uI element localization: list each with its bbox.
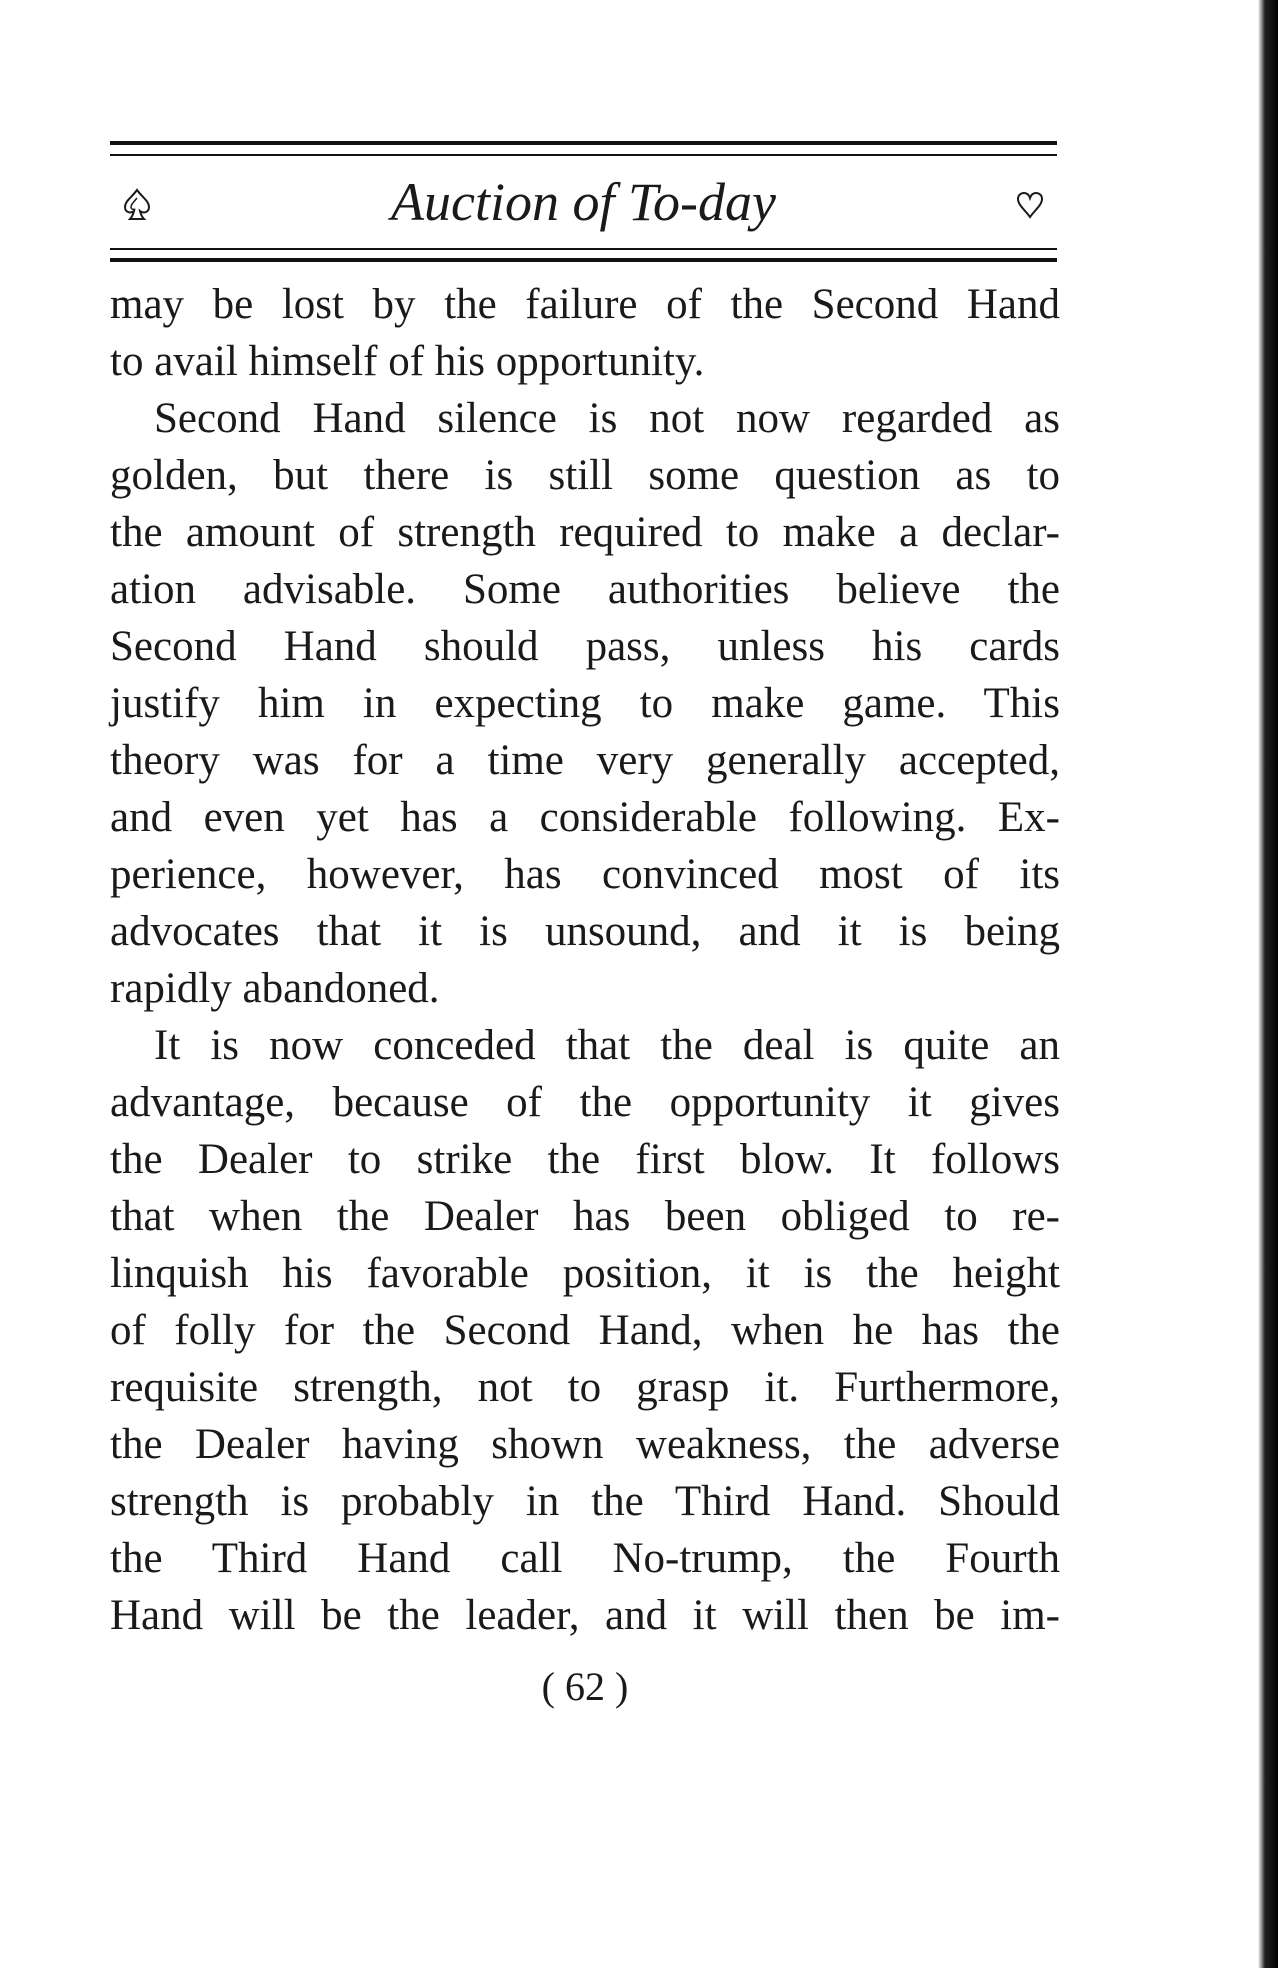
text-line: ation advisable. Some authorities believe the	[110, 566, 1060, 613]
page-binding-shadow	[1258, 0, 1278, 1968]
header-rule-top-thin	[110, 154, 1057, 156]
text-line: linquish his favorable position, it is the height	[110, 1250, 1060, 1297]
text-line: the Dealer to strike the first blow. It follows	[110, 1136, 1060, 1183]
text-line: strength is probably in the Third Hand. Should	[110, 1478, 1060, 1525]
header-rule-bottom-thick	[110, 258, 1057, 262]
text-line: Hand will be the leader, and it will then be im-	[110, 1592, 1060, 1639]
text-line: the amount of strength required to make a declar-	[110, 509, 1060, 556]
text-line: Second Hand silence is not now regarded as	[154, 395, 1060, 442]
text-line: golden, but there is still some question as to	[110, 452, 1060, 499]
heart-suit-icon	[1015, 190, 1045, 220]
text-line: that when the Dealer has been obliged to re-	[110, 1193, 1060, 1240]
page-number: ( 62 )	[541, 1664, 629, 1709]
body-text	[110, 276, 1060, 1644]
text-line: rapidly abandoned.	[110, 965, 440, 1012]
text-line: advantage, because of the opportunity it gives	[110, 1079, 1060, 1126]
header-rule-top-thick	[110, 141, 1057, 145]
text-line: advocates that it is unsound, and it is being	[110, 908, 1060, 955]
running-head-title: Auction of To-day	[391, 172, 776, 232]
text-line: the Dealer having shown weakness, the adverse	[110, 1421, 1060, 1468]
running-head	[110, 170, 1057, 240]
text-line: the Third Hand call No-trump, the Fourth	[110, 1535, 1060, 1582]
text-line: Second Hand should pass, unless his cards	[110, 623, 1060, 670]
text-line: theory was for a time very generally accepted,	[110, 737, 1060, 784]
text-line: perience, however, has convinced most of its	[110, 851, 1060, 898]
text-line: requisite strength, not to grasp it. Furthermore,	[110, 1364, 1060, 1411]
text-line: and even yet has a considerable following. Ex-	[110, 794, 1060, 841]
text-line: may be lost by the failure of the Second Hand	[110, 281, 1060, 328]
text-line: justify him in expecting to make game. This	[110, 680, 1060, 727]
header-rule-bottom-thin	[110, 248, 1057, 250]
text-line: of folly for the Second Hand, when he has the	[110, 1307, 1060, 1354]
text-line: It is now conceded that the deal is quite an	[154, 1022, 1060, 1069]
text-line: to avail himself of his opportunity.	[110, 338, 705, 385]
